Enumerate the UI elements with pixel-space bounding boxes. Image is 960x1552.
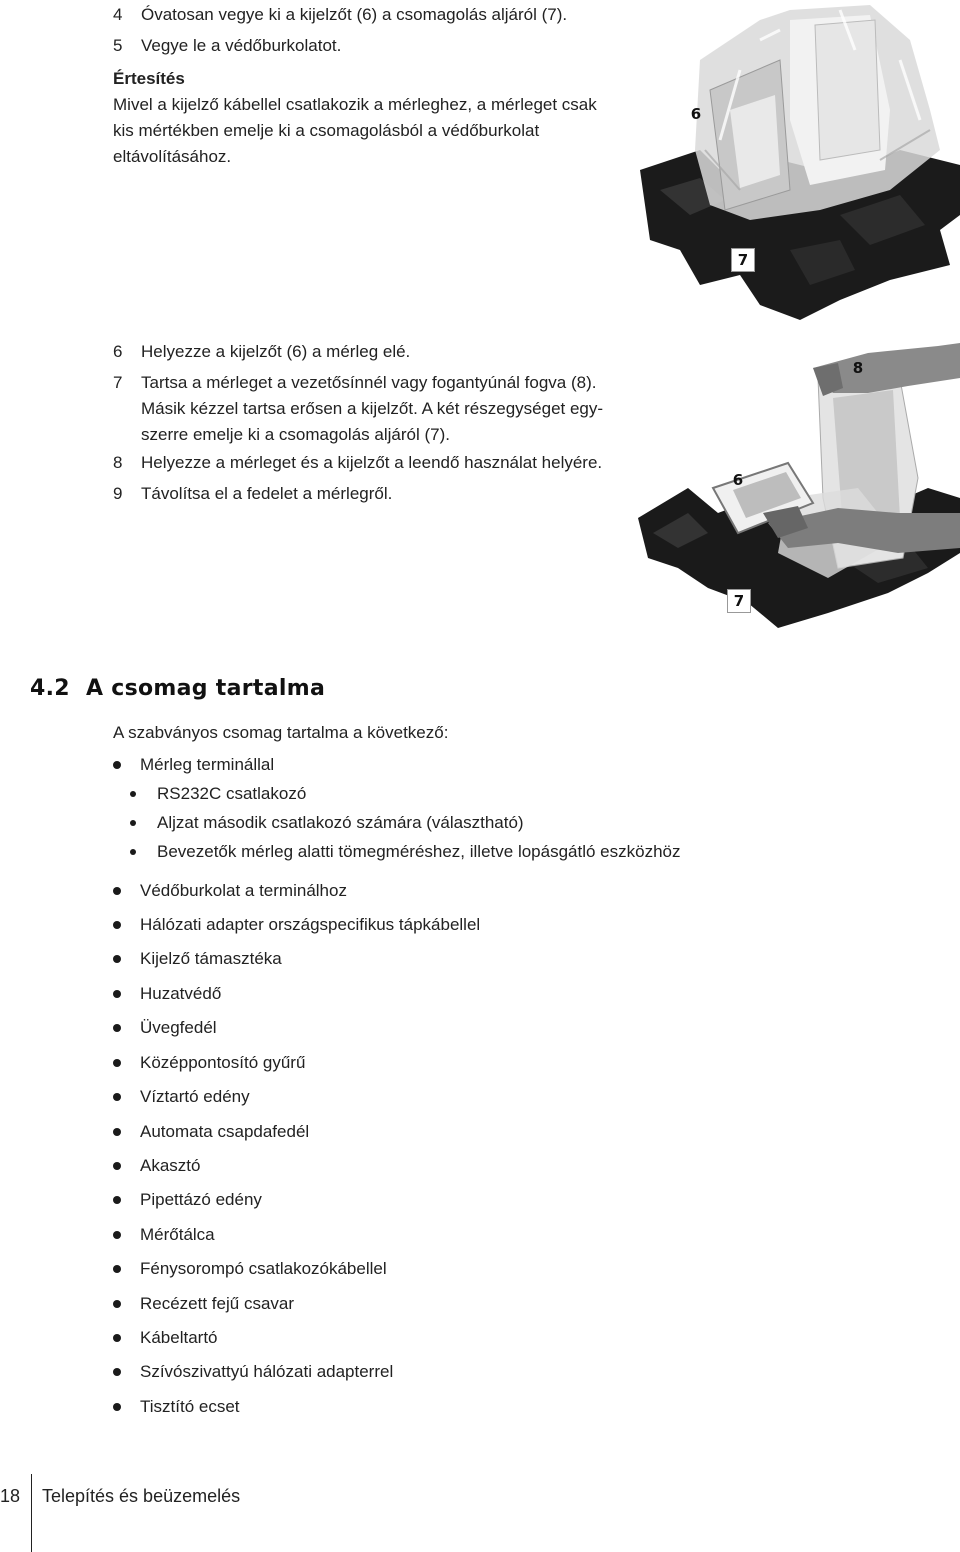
step-text xyxy=(141,450,602,476)
step-number: 4 xyxy=(113,5,123,24)
bullet-icon xyxy=(113,1231,121,1239)
packaging-photo-1 xyxy=(640,0,960,322)
step-number: 6 xyxy=(113,342,123,361)
bullet-icon xyxy=(113,921,121,929)
step-number: 5 xyxy=(113,36,123,55)
bullet-icon xyxy=(113,887,121,895)
step-line: Helyezze a mérleget és a kijelzőt a leendő használat helyére. xyxy=(141,453,603,472)
list-item-label: Akasztó xyxy=(140,1156,201,1175)
intro-text: A szabványos csomag tartalma a következő: xyxy=(113,723,449,742)
bullet-icon xyxy=(113,1059,121,1067)
bullet-icon xyxy=(113,1368,121,1376)
bullet-icon xyxy=(113,1196,121,1204)
step-line: Helyezze a kijelzőt (6) a mérleg elé. xyxy=(141,342,411,361)
step-line: Másik kézzel tartsa erősen a kijelzőt. A két részegységet egy- xyxy=(141,399,604,418)
callout-7: 7 xyxy=(731,248,755,272)
step-number: 7 xyxy=(113,373,123,392)
list-item-label: Középpontosító gyűrű xyxy=(140,1053,306,1072)
step-text xyxy=(141,339,410,365)
list-item-label: Kijelző támasztéka xyxy=(140,949,282,968)
bullet-icon xyxy=(130,849,136,855)
section-title-text: A csomag tartalma xyxy=(86,676,326,701)
bullet-icon xyxy=(113,990,121,998)
list-item-label: Kábeltartó xyxy=(140,1328,218,1347)
step-number: 9 xyxy=(113,484,123,503)
list-item-label: Mérleg terminállal xyxy=(140,755,275,774)
figure-unpacking-1 xyxy=(640,0,960,322)
list-item-label: Hálózati adapter országspecifikus tápkábellel xyxy=(140,915,481,934)
step-text xyxy=(141,481,392,507)
bullet-icon xyxy=(113,1128,121,1136)
footer-divider xyxy=(31,1474,32,1552)
list-item-label: Tisztító ecset xyxy=(140,1397,240,1416)
step-line: Tartsa a mérleget a vezetősínnél vagy fogantyúnál fogva (8). xyxy=(141,373,597,392)
list-item-label: Mérőtálca xyxy=(140,1225,215,1244)
section-number: 4.2 xyxy=(30,676,70,701)
step-number: 8 xyxy=(113,453,123,472)
bullet-icon xyxy=(113,1300,121,1308)
callout-7: 7 xyxy=(727,589,751,613)
list-item-label: Pipettázó edény xyxy=(140,1190,262,1209)
notice-line: Mivel a kijelző kábellel csatlakozik a mérleghez, a mérleget csak xyxy=(113,95,597,114)
list-item-label: Huzatvédő xyxy=(140,984,222,1003)
step-text: Óvatosan vegye ki a kijelzőt (6) a csomagolás aljáról (7). xyxy=(141,5,568,24)
step-text xyxy=(141,370,603,448)
notice-title: Értesítés xyxy=(113,69,185,88)
notice-line: eltávolításához. xyxy=(113,147,232,166)
list-item-label: Fénysorompó csatlakozókábellel xyxy=(140,1259,387,1278)
bullet-icon xyxy=(130,791,136,797)
bullet-icon xyxy=(113,1162,121,1170)
bullet-icon xyxy=(113,1403,121,1411)
bullet-icon xyxy=(113,1334,121,1342)
bullet-icon xyxy=(113,1093,121,1101)
step-line: Távolítsa el a fedelet a mérlegről. xyxy=(141,484,393,503)
notice-line: kis mértékben emelje ki a csomagolásból a védőburkolat xyxy=(113,121,540,140)
notice-block xyxy=(113,66,597,170)
figure-unpacking-2 xyxy=(638,338,960,628)
step-text: Vegye le a védőburkolatot. xyxy=(141,36,342,55)
sub-list-item-label: Bevezetők mérleg alatti tömegméréshez, illetve lopásgátló eszközhöz xyxy=(157,842,681,861)
bullet-icon xyxy=(113,955,121,963)
bullet-icon xyxy=(130,820,136,826)
list-item-label: Szívószivattyú hálózati adapterrel xyxy=(140,1362,394,1381)
step-line: szerre emelje ki a csomagolás aljáról (7). xyxy=(141,425,450,444)
bullet-icon xyxy=(113,1265,121,1273)
sub-list-item-label: RS232C csatlakozó xyxy=(157,784,307,803)
bullet-icon xyxy=(113,1024,121,1032)
callout-6: 6 xyxy=(732,471,744,489)
list-item-label: Védőburkolat a terminálhoz xyxy=(140,881,347,900)
bullet-icon xyxy=(113,761,121,769)
packaging-photo-2 xyxy=(638,338,960,628)
section-heading xyxy=(30,676,325,701)
sub-list-item-label: Aljzat második csatlakozó számára (választható) xyxy=(157,813,524,832)
list-item-label: Automata csapdafedél xyxy=(140,1122,310,1141)
page-number: 18 xyxy=(0,1486,21,1506)
list-item-label: Üvegfedél xyxy=(140,1018,217,1037)
list-item-label: Recézett fejű csavar xyxy=(140,1294,295,1313)
callout-6: 6 xyxy=(690,105,702,123)
chapter-title: Telepítés és beüzemelés xyxy=(42,1486,241,1506)
list-item-label: Víztartó edény xyxy=(140,1087,250,1106)
callout-8: 8 xyxy=(852,359,864,377)
